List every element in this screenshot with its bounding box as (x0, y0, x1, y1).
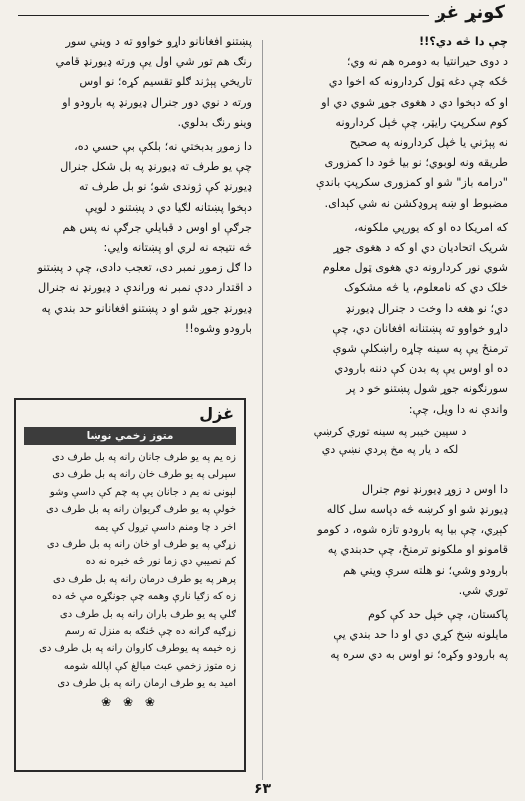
verse-line: زړګیه ګرانه ده چې ځنګه به منزل ته رسم (64, 626, 236, 638)
spacer (272, 462, 508, 476)
verse-line: پرهر په یو طرف درمان رانه په بل طرف دی (52, 573, 236, 585)
paragraph-4: پاکستان، چې خپل حد کې کوم مایلونه ښخ کړي دي او دا حد بندي يې په بارودو وکړه؛ نو اوس به دي سره په (330, 608, 508, 662)
verse-line: زه یم په یو طرف جانان رانه په بل طرف دی (51, 452, 236, 463)
header-rule (18, 15, 429, 16)
star-ornament: ❀ ❀ ❀ (101, 694, 159, 709)
verse-line: امید به یو طرف ارمان رانه په بل طرف دی (57, 678, 236, 690)
verse-line: لېونی نه یم د جانان یې په چم کې داسې وشو (49, 486, 236, 498)
verse-line: سپرلی په یو طرف خان رانه په بل طرف دی (52, 469, 236, 481)
author-bar: متوز زخمي نوښا (24, 427, 236, 445)
poem-couplet: د سپین خیبر په سینه توري کرښې لکه د یار په مخ پردي نښې دي (313, 424, 467, 456)
left-column (16, 32, 252, 392)
ghazal-verses (16, 445, 244, 693)
ghazal-title: غزل (199, 404, 234, 423)
verse-line: خولې په یو طرف ګریوان رانه په بل طرف دی (46, 504, 236, 516)
verse-line: زه که زګیا نارې وهمه چې جونګړه مې څه ده (51, 591, 236, 603)
page-header (0, 0, 525, 30)
right-column (272, 32, 508, 780)
verse-line: زړګي په یو طرف او خان رانه په بل طرف دی (46, 539, 236, 551)
magazine-title: کونړ غږ (435, 2, 505, 23)
ghazal-box (14, 398, 246, 772)
paragraph-5: پښتنو افغانانو داړو خواوو ته د ویني سور رنګ هم تور شي اول يې ورته ډیورنډ قامي تاریخي پېژند ګلو تقسیم کړه؛ نو اوس ورته د نوي دور جنرال ډیورنډ په بارودو او وینو رنګ بدلوي. (55, 35, 252, 129)
paragraph-6: دا زموږ بدبختي نه؛ بلکې بې حسي ده، چې یو طرف ته ډیورنډ په بل شکل جنرال ډیورنډ کې ژوندی شو؛ نو بل طرف ته دېخوا پښتانه لګیا دي د پښتنو د لویې جرګې او اوس د قبایلي جرګې نه پس هم څه نتیجه نه لري او پښتانه وایي: دا ګل زموږ نمبر دی، تعجب دادی، چې د پښتنو د اقتدار ددې نمبر نه وراندې د ډیورنډ نه جنرال ډیورنډ جوړ شو او د پښتنو افغانانو حد بندي په بارودو وشوه!! (37, 140, 252, 335)
verse-line: اخر د چا ومنم داسې تږول کې یمه (94, 521, 236, 533)
column-divider (262, 40, 263, 780)
verse-line: زه خیمه په یوطرف کاروان رانه په بل طرف دی (39, 643, 236, 655)
verse-line: زه متوز زخمي عبث مبالغ کې اپالله شومه (63, 660, 236, 672)
page-number: ۶۳ (253, 781, 272, 797)
paragraph-3: دا اوس د زوړ ډیورنډ نوم جنرال ډیورنډ شو او کرښه څه دپاسه سل کاله کېږي، چې بیا په بارودو تازه شوه، د کومو قامونو او ملکونو ترمنځ، چې حدبندي په بارودو وشي؛ نو هلته سرې ویني هم توري شي. (317, 482, 508, 597)
section-heading: چې دا څه دي؟!! (418, 35, 508, 48)
paragraph-1: د دوی حیرانتیا به دومره هم نه وي؛ ځکه چې دغه ټول کردارونه که اخوا دي او که دېخوا دي د هغوی جوړ شوي دي او کوم سکرپټ رایټر، چې څېل کردارونه نه پېژني یا څپل کردارونه په صحیح طریقه ونه لوبوي؛ نو بیا څود دا کمزوری "درامه باز" شو او کمزوری سکرپټ باندې مضبوط او ښه پروډکشن نه شي کېدای. (315, 55, 508, 210)
paragraph-2: که امریکا ده او که یورپي ملکونه، شریک اتحادیان دي او که د هغوی جوړ شوي نور کردارونه دي هغوی ټول معلوم خلک دي که نامعلوم، یا څه مشکوک دي؛ نو هغه دا وخت د جنرال ډیورنډ داړو خواوو ته پښتنانه افغانان دي، چې ترمنځ يې په سینه چاړه راښکلې شوې ده او اوس يې په بدن کې دننه بارودي سورنګونه جوړ شول پښتنو خو د پر واندې نه دا ویل، چې: (322, 220, 508, 416)
verse-line: ګلي په یو طرف باران رانه په بل طرف دی (59, 608, 236, 620)
verse-line: کم نصیبي دي زما نور څه خبره نه ده (85, 556, 236, 568)
